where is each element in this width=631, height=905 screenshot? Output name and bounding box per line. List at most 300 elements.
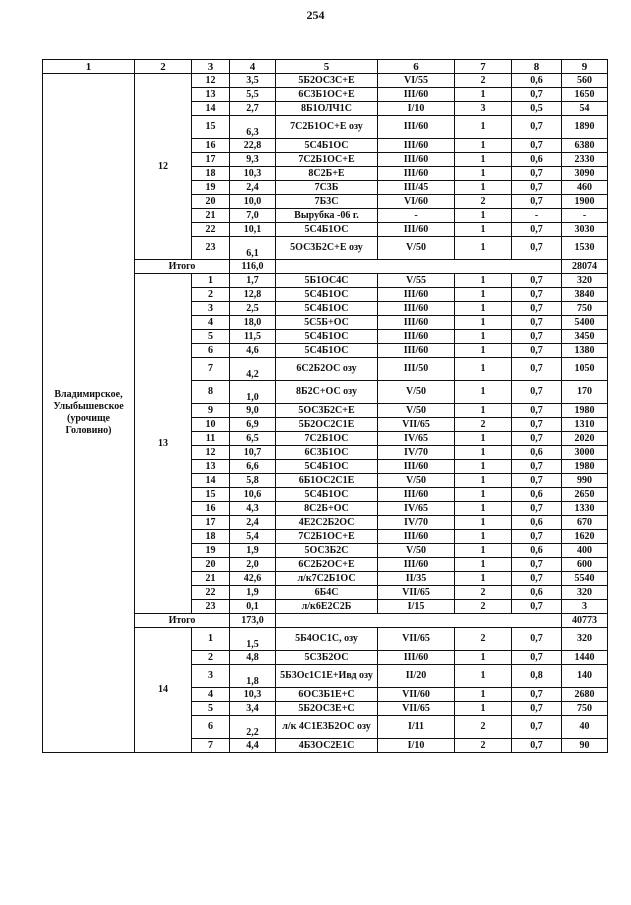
cell-c7: 2: [455, 600, 512, 614]
location-line3: (урочище: [67, 413, 110, 424]
cell-c6: IV/70: [378, 516, 455, 530]
cell-c5: 5С4Б1ОС: [276, 288, 378, 302]
cell-c4: 10,1: [230, 223, 276, 237]
cell-c6: III/60: [378, 344, 455, 358]
cell-c6: III/60: [378, 460, 455, 474]
cell-c9: 3: [562, 600, 608, 614]
cell-c7: 2: [455, 716, 512, 739]
cell-c6: I/10: [378, 102, 455, 116]
column-header-8: 8: [512, 60, 562, 74]
cell-c3: 5: [192, 702, 230, 716]
cell-c8: 0,7: [512, 404, 562, 418]
cell-c7: 1: [455, 316, 512, 330]
table-header: [43, 60, 608, 74]
cell-c3: 21: [192, 209, 230, 223]
column-header-5: 5: [276, 60, 378, 74]
cell-c7: 1: [455, 181, 512, 195]
cell-c3: 16: [192, 502, 230, 516]
cell-c9: 1900: [562, 195, 608, 209]
total-label: Итого: [135, 260, 230, 274]
cell-c4: 4,4: [230, 739, 276, 753]
cell-c5: л/к6Е2С2Б: [276, 600, 378, 614]
cell-c8: 0,7: [512, 288, 562, 302]
cell-c8: 0,7: [512, 739, 562, 753]
cell-c3: 7: [192, 358, 230, 381]
cell-c3: 3: [192, 302, 230, 316]
cell-c9: 1330: [562, 502, 608, 516]
cell-c4: 0,1: [230, 600, 276, 614]
cell-c4: 5,8: [230, 474, 276, 488]
cell-c3: 14: [192, 102, 230, 116]
cell-c6: III/60: [378, 488, 455, 502]
cell-c3: 1: [192, 274, 230, 288]
cell-c5: 5Б3Ос1С1Е+Ивд озу: [276, 665, 378, 688]
cell-c3: 6: [192, 716, 230, 739]
cell-c3: 20: [192, 558, 230, 572]
cell-c6: III/60: [378, 651, 455, 665]
cell-c6: VII/65: [378, 702, 455, 716]
cell-c8: 0,7: [512, 474, 562, 488]
cell-c7: 1: [455, 688, 512, 702]
cell-c5: 5Б2ОС2С1Е: [276, 418, 378, 432]
cell-c6: III/50: [378, 358, 455, 381]
total-area: 173,0: [230, 614, 276, 628]
cell-c8: 0,6: [512, 153, 562, 167]
location-line2: Улыбышевское: [53, 401, 124, 412]
cell-c6: III/45: [378, 181, 455, 195]
total-label: Итого: [135, 614, 230, 628]
cell-c8: 0,6: [512, 488, 562, 502]
cell-c5: 5Б1ОС4С: [276, 274, 378, 288]
cell-c9: 54: [562, 102, 608, 116]
cell-c7: 1: [455, 358, 512, 381]
total-value: 40773: [562, 614, 608, 628]
cell-c6: I/15: [378, 600, 455, 614]
cell-c4: 9,0: [230, 404, 276, 418]
cell-c8: 0,7: [512, 600, 562, 614]
cell-c5: 5С4Б1ОС: [276, 460, 378, 474]
cell-c7: 1: [455, 237, 512, 260]
cell-c8: 0,6: [512, 544, 562, 558]
cell-c7: 1: [455, 344, 512, 358]
cell-c5: 8Б1ОЛЧ1С: [276, 102, 378, 116]
cell-c3: 12: [192, 446, 230, 460]
cell-c7: 1: [455, 288, 512, 302]
cell-c3: 8: [192, 381, 230, 404]
cell-c4: 2,7: [230, 102, 276, 116]
cell-c5: 8С2Б+Е: [276, 167, 378, 181]
location-cell-main: [43, 74, 135, 753]
cell-c8: 0,7: [512, 460, 562, 474]
cell-c9: 1530: [562, 237, 608, 260]
cell-c8: 0,7: [512, 628, 562, 651]
cell-c6: IV/70: [378, 446, 455, 460]
cell-c9: 750: [562, 302, 608, 316]
cell-c8: 0,7: [512, 116, 562, 139]
cell-c6: V/50: [378, 544, 455, 558]
cell-c4: 3,5: [230, 74, 276, 88]
cell-c6: III/60: [378, 530, 455, 544]
cell-c9: 3090: [562, 167, 608, 181]
cell-c4: 10,3: [230, 688, 276, 702]
cell-c5: 4Б3ОС2Е1С: [276, 739, 378, 753]
kvartal-cell: 12: [135, 74, 192, 260]
cell-c6: VI/60: [378, 195, 455, 209]
cell-c6: V/50: [378, 404, 455, 418]
cell-c9: 320: [562, 628, 608, 651]
cell-c5: 5С4Б1ОС: [276, 330, 378, 344]
cell-c5: 4Е2С2Б2ОС: [276, 516, 378, 530]
cell-c4: 1,8: [230, 665, 276, 688]
cell-c4: 1,5: [230, 628, 276, 651]
cell-c3: 19: [192, 181, 230, 195]
cell-c7: 1: [455, 665, 512, 688]
cell-c3: 16: [192, 139, 230, 153]
cell-c5: 5ОС3Б2С: [276, 544, 378, 558]
cell-c5: 6С2Б2ОС озу: [276, 358, 378, 381]
cell-c9: 1050: [562, 358, 608, 381]
cell-c6: VII/60: [378, 688, 455, 702]
cell-c4: 2,4: [230, 181, 276, 195]
cell-c6: V/50: [378, 381, 455, 404]
cell-c5: 7С2Б1ОС+Е озу: [276, 116, 378, 139]
cell-c7: 2: [455, 628, 512, 651]
cell-c7: 1: [455, 572, 512, 586]
cell-c8: 0,7: [512, 274, 562, 288]
cell-c6: IV/65: [378, 502, 455, 516]
cell-c8: 0,7: [512, 381, 562, 404]
cell-c8: 0,7: [512, 558, 562, 572]
cell-c9: 670: [562, 516, 608, 530]
cell-c8: 0,7: [512, 223, 562, 237]
total-empty: [276, 614, 562, 628]
cell-c8: 0,7: [512, 302, 562, 316]
cell-c3: 11: [192, 432, 230, 446]
cell-c4: 1,9: [230, 544, 276, 558]
cell-c3: 12: [192, 74, 230, 88]
cell-c5: 6С3Б1ОС: [276, 446, 378, 460]
cell-c9: 750: [562, 702, 608, 716]
cell-c9: 3000: [562, 446, 608, 460]
cell-c3: 1: [192, 628, 230, 651]
column-header-7: 7: [455, 60, 512, 74]
cell-c7: 1: [455, 516, 512, 530]
cell-c6: IV/65: [378, 432, 455, 446]
cell-c8: 0,7: [512, 181, 562, 195]
cell-c6: III/60: [378, 88, 455, 102]
cell-c5: 8Б2С+ОС озу: [276, 381, 378, 404]
cell-c3: 23: [192, 600, 230, 614]
cell-c3: 17: [192, 516, 230, 530]
cell-c3: 6: [192, 344, 230, 358]
cell-c3: 22: [192, 586, 230, 600]
cell-c4: 5,4: [230, 530, 276, 544]
cell-c6: V/55: [378, 274, 455, 288]
cell-c3: 18: [192, 530, 230, 544]
cell-c9: -: [562, 209, 608, 223]
cell-c5: 5С4Б1ОС: [276, 488, 378, 502]
cell-c6: -: [378, 209, 455, 223]
cell-c9: 1310: [562, 418, 608, 432]
cell-c9: 1380: [562, 344, 608, 358]
cell-c4: 9,3: [230, 153, 276, 167]
cell-c5: 6С2Б2ОС+Е: [276, 558, 378, 572]
column-header-1: 1: [43, 60, 135, 74]
cell-c8: 0,7: [512, 702, 562, 716]
cell-c7: 1: [455, 381, 512, 404]
cell-c5: 5С4Б1ОС: [276, 139, 378, 153]
cell-c3: 21: [192, 572, 230, 586]
cell-c5: 5С4Б1ОС: [276, 223, 378, 237]
cell-c5: Вырубка -06 г.: [276, 209, 378, 223]
cell-c4: 1,7: [230, 274, 276, 288]
cell-c5: 7С3Б: [276, 181, 378, 195]
cell-c5: 5Б2ОС3С+Е: [276, 74, 378, 88]
cell-c7: 1: [455, 167, 512, 181]
cell-c8: 0,8: [512, 665, 562, 688]
cell-c6: III/60: [378, 558, 455, 572]
cell-c7: 1: [455, 223, 512, 237]
cell-c8: 0,7: [512, 358, 562, 381]
cell-c6: III/60: [378, 153, 455, 167]
cell-c4: 10,7: [230, 446, 276, 460]
cell-c4: 7,0: [230, 209, 276, 223]
cell-c8: 0,7: [512, 716, 562, 739]
cell-c3: 2: [192, 288, 230, 302]
cell-c3: 5: [192, 330, 230, 344]
cell-c6: III/60: [378, 302, 455, 316]
cell-c5: 5С4Б1ОС: [276, 344, 378, 358]
cell-c4: 10,6: [230, 488, 276, 502]
cell-c7: 1: [455, 460, 512, 474]
cell-c9: 1890: [562, 116, 608, 139]
table-row: [43, 74, 608, 88]
cell-c4: 6,6: [230, 460, 276, 474]
cell-c5: 7С2Б1ОС+Е: [276, 530, 378, 544]
cell-c7: 1: [455, 558, 512, 572]
cell-c8: 0,7: [512, 167, 562, 181]
forest-inventory-table: [42, 59, 608, 753]
cell-c3: 23: [192, 237, 230, 260]
cell-c8: 0,5: [512, 102, 562, 116]
cell-c4: 4,3: [230, 502, 276, 516]
cell-c9: 2680: [562, 688, 608, 702]
cell-c7: 1: [455, 474, 512, 488]
cell-c3: 9: [192, 404, 230, 418]
cell-c4: 12,8: [230, 288, 276, 302]
cell-c9: 990: [562, 474, 608, 488]
cell-c3: 13: [192, 460, 230, 474]
cell-c8: 0,7: [512, 572, 562, 586]
cell-c4: 2,0: [230, 558, 276, 572]
cell-c7: 1: [455, 116, 512, 139]
table-body: [43, 74, 608, 753]
column-header-2: 2: [135, 60, 192, 74]
total-empty: [276, 260, 562, 274]
cell-c5: л/к 4С1Е3Б2ОС озу: [276, 716, 378, 739]
cell-c9: 2330: [562, 153, 608, 167]
cell-c7: 1: [455, 432, 512, 446]
cell-c4: 6,5: [230, 432, 276, 446]
cell-c7: 1: [455, 302, 512, 316]
cell-c7: 2: [455, 586, 512, 600]
column-header-6: 6: [378, 60, 455, 74]
cell-c7: 2: [455, 418, 512, 432]
cell-c3: 22: [192, 223, 230, 237]
cell-c8: 0,7: [512, 139, 562, 153]
cell-c8: 0,7: [512, 432, 562, 446]
cell-c3: 18: [192, 167, 230, 181]
cell-c9: 560: [562, 74, 608, 88]
cell-c5: 6Б4С: [276, 586, 378, 600]
cell-c9: 3450: [562, 330, 608, 344]
cell-c8: 0,6: [512, 516, 562, 530]
cell-c6: VII/65: [378, 586, 455, 600]
cell-c6: VI/55: [378, 74, 455, 88]
cell-c7: 2: [455, 74, 512, 88]
cell-c9: 1620: [562, 530, 608, 544]
cell-c6: III/60: [378, 330, 455, 344]
cell-c4: 6,9: [230, 418, 276, 432]
cell-c6: I/11: [378, 716, 455, 739]
cell-c6: V/50: [378, 474, 455, 488]
cell-c4: 4,2: [230, 358, 276, 381]
cell-c4: 2,5: [230, 302, 276, 316]
kvartal-cell: 14: [135, 628, 192, 753]
total-value: 28074: [562, 260, 608, 274]
cell-c6: VII/65: [378, 628, 455, 651]
cell-c9: 320: [562, 274, 608, 288]
cell-c7: 1: [455, 530, 512, 544]
cell-c3: 3: [192, 665, 230, 688]
cell-c7: 2: [455, 739, 512, 753]
cell-c3: 4: [192, 316, 230, 330]
cell-c7: 1: [455, 702, 512, 716]
cell-c5: 6ОС3Б1Е+С: [276, 688, 378, 702]
kvartal-cell: 13: [135, 274, 192, 614]
cell-c7: 2: [455, 195, 512, 209]
cell-c8: -: [512, 209, 562, 223]
cell-c8: 0,7: [512, 88, 562, 102]
cell-c7: 1: [455, 488, 512, 502]
cell-c5: л/к7С2Б1ОС: [276, 572, 378, 586]
cell-c4: 1,0: [230, 381, 276, 404]
cell-c9: 400: [562, 544, 608, 558]
cell-c8: 0,7: [512, 195, 562, 209]
cell-c9: 1980: [562, 404, 608, 418]
cell-c9: 5400: [562, 316, 608, 330]
cell-c6: III/60: [378, 316, 455, 330]
cell-c6: I/10: [378, 739, 455, 753]
cell-c7: 1: [455, 651, 512, 665]
cell-c8: 0,7: [512, 530, 562, 544]
location-line1: Владимирское,: [54, 389, 123, 400]
cell-c3: 17: [192, 153, 230, 167]
cell-c4: 4,6: [230, 344, 276, 358]
cell-c3: 10: [192, 418, 230, 432]
column-header-9: 9: [562, 60, 608, 74]
cell-c4: 18,0: [230, 316, 276, 330]
cell-c4: 11,5: [230, 330, 276, 344]
cell-c6: V/50: [378, 237, 455, 260]
cell-c3: 15: [192, 116, 230, 139]
cell-c3: 19: [192, 544, 230, 558]
cell-c8: 0,7: [512, 316, 562, 330]
cell-c6: III/60: [378, 116, 455, 139]
cell-c8: 0,6: [512, 586, 562, 600]
cell-c9: 2650: [562, 488, 608, 502]
cell-c4: 42,6: [230, 572, 276, 586]
cell-c5: 7С2Б1ОС: [276, 432, 378, 446]
cell-c5: 5С4Б1ОС: [276, 302, 378, 316]
cell-c7: 3: [455, 102, 512, 116]
cell-c5: 8С2Б+ОС: [276, 502, 378, 516]
cell-c6: II/35: [378, 572, 455, 586]
cell-c8: 0,7: [512, 237, 562, 260]
cell-c8: 0,7: [512, 418, 562, 432]
cell-c9: 1980: [562, 460, 608, 474]
cell-c8: 0,7: [512, 651, 562, 665]
cell-c5: 7Б3С: [276, 195, 378, 209]
column-header-4: 4: [230, 60, 276, 74]
location-line4: Головино): [65, 425, 112, 436]
cell-c5: 6Б1ОС2С1Е: [276, 474, 378, 488]
cell-c8: 0,7: [512, 330, 562, 344]
cell-c9: 3030: [562, 223, 608, 237]
cell-c5: 7С2Б1ОС+Е: [276, 153, 378, 167]
cell-c4: 6,1: [230, 237, 276, 260]
cell-c9: 1650: [562, 88, 608, 102]
cell-c7: 1: [455, 544, 512, 558]
cell-c9: 2020: [562, 432, 608, 446]
cell-c4: 2,2: [230, 716, 276, 739]
cell-c8: 0,6: [512, 74, 562, 88]
cell-c4: 22,8: [230, 139, 276, 153]
cell-c5: 6С3Б1ОС+Е: [276, 88, 378, 102]
cell-c4: 4,8: [230, 651, 276, 665]
cell-c6: II/20: [378, 665, 455, 688]
cell-c5: 5С3Б2ОС: [276, 651, 378, 665]
cell-c7: 1: [455, 88, 512, 102]
cell-c7: 1: [455, 209, 512, 223]
cell-c7: 1: [455, 446, 512, 460]
cell-c7: 1: [455, 502, 512, 516]
cell-c3: 7: [192, 739, 230, 753]
cell-c9: 170: [562, 381, 608, 404]
cell-c5: 5Б2ОС3Е+С: [276, 702, 378, 716]
cell-c7: 1: [455, 153, 512, 167]
cell-c6: III/60: [378, 223, 455, 237]
cell-c9: 40: [562, 716, 608, 739]
cell-c7: 1: [455, 274, 512, 288]
cell-c7: 1: [455, 139, 512, 153]
cell-c8: 0,7: [512, 688, 562, 702]
total-area: 116,0: [230, 260, 276, 274]
page-number: 254: [306, 8, 325, 22]
cell-c8: 0,7: [512, 344, 562, 358]
cell-c3: 20: [192, 195, 230, 209]
cell-c6: III/60: [378, 167, 455, 181]
cell-c6: III/60: [378, 139, 455, 153]
cell-c9: 600: [562, 558, 608, 572]
cell-c9: 6380: [562, 139, 608, 153]
column-header-3: 3: [192, 60, 230, 74]
cell-c9: 140: [562, 665, 608, 688]
cell-c3: 13: [192, 88, 230, 102]
cell-c4: 10,3: [230, 167, 276, 181]
cell-c8: 0,7: [512, 502, 562, 516]
cell-c9: 90: [562, 739, 608, 753]
